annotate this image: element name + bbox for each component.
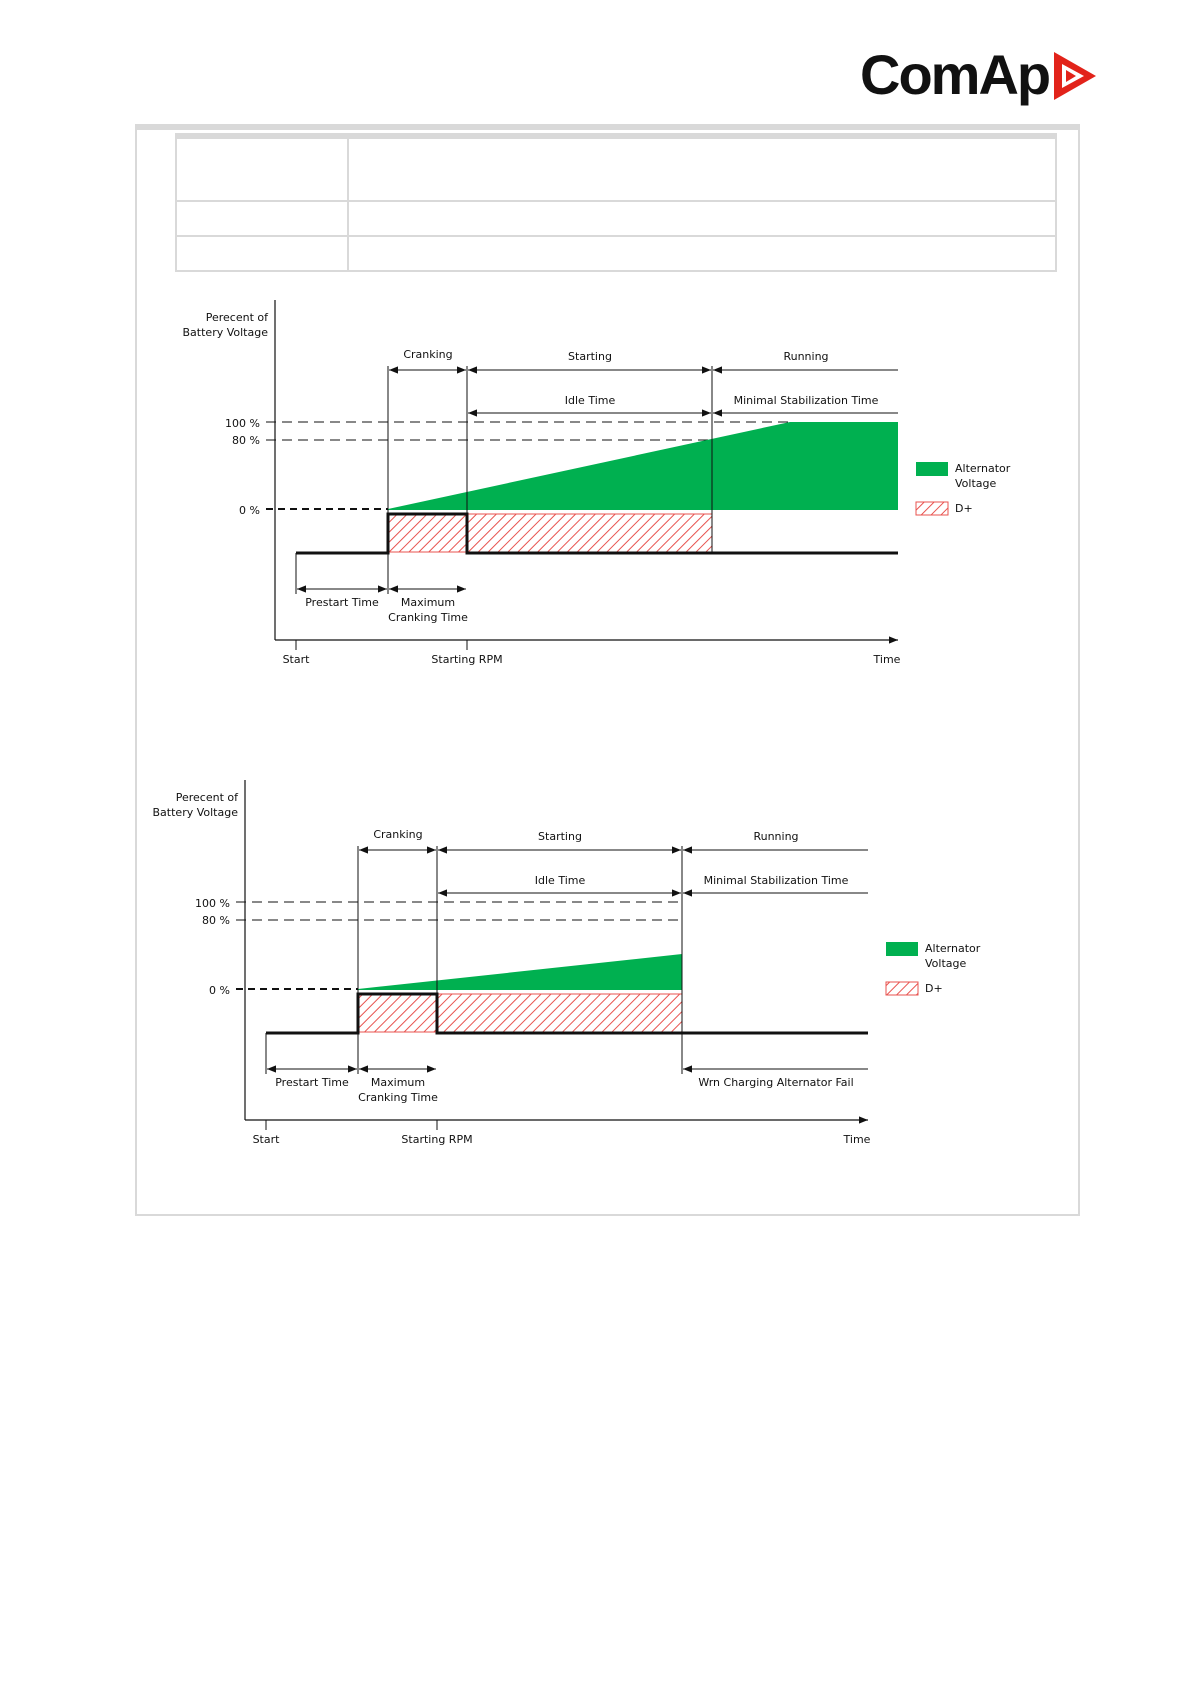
legend-dplus: D+	[925, 982, 943, 995]
diagram-success	[183, 300, 1011, 666]
phase-running: Running	[783, 350, 829, 363]
level-label-0: 0 %	[209, 984, 230, 997]
phase-cranking: Cranking	[403, 348, 453, 361]
legend-alternator: Voltage	[955, 477, 997, 490]
warning-charging-alternator-fail: Wrn Charging Alternator Fail	[698, 1076, 854, 1089]
timer-max-cranking: Cranking Time	[388, 611, 468, 624]
legend-alternator-swatch	[886, 942, 918, 956]
phase-running: Running	[753, 830, 799, 843]
level-label-0: 0 %	[239, 504, 260, 517]
x-label-start: Start	[252, 1133, 280, 1146]
y-axis-label: Perecent of	[175, 791, 238, 804]
diagram-fail	[153, 780, 981, 1146]
timer-idle: Idle Time	[534, 874, 586, 887]
timer-idle: Idle Time	[564, 394, 616, 407]
dplus-area	[388, 514, 712, 552]
y-axis-label: Battery Voltage	[182, 326, 268, 339]
phase-starting: Starting	[538, 830, 582, 843]
timer-max-cranking: Cranking Time	[358, 1091, 438, 1104]
alternator-voltage-area	[388, 422, 898, 510]
phase-starting: Starting	[568, 350, 612, 363]
dplus-area	[358, 994, 682, 1032]
alternator-voltage-area	[358, 954, 682, 990]
y-axis-label: Battery Voltage	[152, 806, 238, 819]
phase-cranking: Cranking	[373, 828, 423, 841]
legend-alternator: Voltage	[925, 957, 967, 970]
legend-alternator: Alternator	[925, 942, 981, 955]
x-label-time: Time	[843, 1133, 871, 1146]
level-label-80: 80 %	[202, 914, 230, 927]
level-label-80: 80 %	[232, 434, 260, 447]
timer-max-cranking: Maximum	[370, 1076, 426, 1089]
x-label-start: Start	[282, 653, 310, 666]
x-label-time: Time	[873, 653, 901, 666]
timer-prestart: Prestart Time	[275, 1076, 349, 1089]
timer-min-stab: Minimal Stabilization Time	[733, 394, 879, 407]
timer-max-cranking: Maximum	[400, 596, 456, 609]
level-label-100: 100 %	[195, 897, 230, 910]
legend-dplus: D+	[955, 502, 973, 515]
timer-prestart: Prestart Time	[305, 596, 379, 609]
timer-min-stab: Minimal Stabilization Time	[703, 874, 849, 887]
level-label-100: 100 %	[225, 417, 260, 430]
legend-alternator: Alternator	[955, 462, 1011, 475]
legend-dplus-swatch	[886, 982, 918, 995]
y-axis-label: Perecent of	[205, 311, 268, 324]
legend-alternator-swatch	[916, 462, 948, 476]
logo-wordmark: ComAp	[860, 43, 1050, 106]
legend-dplus-swatch	[916, 502, 948, 515]
x-label-starting-rpm: Starting RPM	[401, 1133, 473, 1146]
x-label-starting-rpm: Starting RPM	[431, 653, 503, 666]
